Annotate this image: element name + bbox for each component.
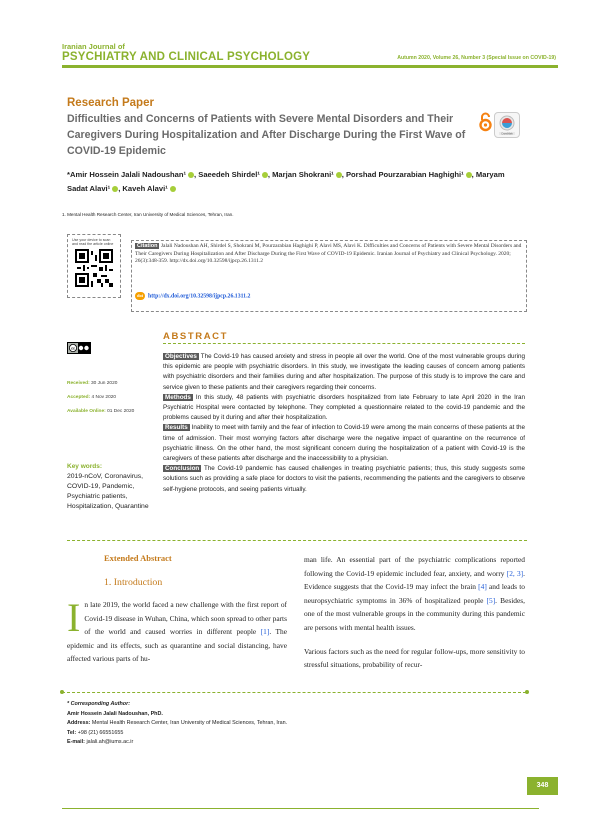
- doi-icon: doi: [136, 293, 143, 298]
- corresponding-tel: Tel: +98 (21) 66551655: [67, 729, 124, 736]
- keywords: [67, 462, 149, 512]
- col2-text: . Besides, one of the most vulnerable groups in the community during this pandemic are persons with mental health issues.: [304, 595, 525, 632]
- corresponding-email: E-mail: jalali.ah@iums.ac.ir: [67, 739, 134, 745]
- abstract-body: [163, 352, 525, 495]
- paper-type: Research Paper: [67, 97, 154, 109]
- abstract-results: [163, 423, 525, 464]
- crossmark-label: CrossMark: [501, 132, 513, 136]
- orcid-icon[interactable]: [170, 186, 176, 192]
- drop-cap: I: [67, 595, 81, 640]
- col1-text-end: . The epidemic and its effects, such as quarantine and social distancing, have affected various parts of hu-: [67, 627, 287, 664]
- corresponding-address: Address: Mental Health Research Center, Iran University of Medical Sciences, Tehran, Iran.: [67, 720, 288, 726]
- author[interactable]: Porshad Pourzarabian Haghighi¹: [345, 170, 464, 179]
- col2-text: and leads to neuropsychiatric symptoms in 36% of hospitalized people: [304, 582, 525, 605]
- author[interactable]: Kaveh Alavi¹: [122, 184, 168, 193]
- abstract-heading: ABSTRACT: [163, 331, 229, 342]
- reference-link[interactable]: [5]: [486, 595, 496, 605]
- online-date: [67, 409, 134, 414]
- affiliation: 1. Mental Health Research Center, Iran University of Medical Sciences, Tehran, Iran.: [62, 212, 234, 217]
- col2-text: . Evidence suggests that the Covid-19 may infect the brain: [304, 568, 525, 592]
- email-link[interactable]: jalali.ah@iums.ac.ir: [86, 739, 134, 745]
- abstract-conclusion: [163, 464, 525, 495]
- conclusion-text: The Covid-19 pandemic has caused challenges in treating psychiatric patients; thus, this study suggests some solutions such as providing a safe place for doctors to visit the patients, recommending the patients and the caregivers to observe self-hygiene protocols, and seeing patients virtually.: [163, 465, 526, 493]
- journal-name-line2: PSYCHIATRY AND CLINICAL PSYCHOLOGY: [62, 51, 311, 63]
- received-value: 30 Jun 2020: [91, 381, 118, 386]
- accepted-value: 4 Nov 2020: [91, 395, 117, 400]
- footer-rule: [62, 808, 539, 809]
- accepted-date: [67, 395, 116, 400]
- citation-text: [135, 243, 523, 266]
- body-column-left: [67, 595, 287, 666]
- journal-name-line1: Iranian Journal of: [62, 42, 125, 51]
- corresponding-rule: [62, 692, 526, 693]
- open-access-icon[interactable]: [478, 112, 493, 132]
- section-rule: [67, 540, 527, 541]
- col2-paragraph-2: Various factors such as the need for regular follow-ups, more sensitivity to stressful situations, probability of recur-: [304, 646, 525, 670]
- col2-text: man life. An essential part of the psychiatric complications reported following the Covid-19 epidemic included fear, anxiety, and worry: [304, 555, 525, 578]
- page-number: 348: [527, 777, 558, 795]
- reference-link[interactable]: [2, 3]: [506, 568, 524, 578]
- svg-text:cc: cc: [71, 346, 75, 351]
- conclusion-label: Conclusion: [165, 465, 200, 473]
- abstract-objectives: [163, 352, 525, 393]
- objectives-text: The Covid-19 has caused anxiety and stress in people all over the world. One of the most vulnerable groups during this epidemic are people with psychiatric disorders. In this study, we investigate the leading causes of concern among patients with psychiatric disorders and their families during and after hospitalization. The purpose of this study is to improve the care and service given to these patients and their caregivers regarding their concerns.: [163, 353, 526, 391]
- orcid-icon[interactable]: [466, 172, 472, 178]
- online-value: 01 Dec 2020: [107, 409, 135, 414]
- col1-text: n late 2019, the world faced a new challenge with the first report of Covid-19 disease in Wuhan, China, which soon spread to other parts of the world and caused worries in different people: [84, 600, 287, 637]
- keywords-text: 2019-nCoV, Coronavirus, COVID-19, Pandemic, Psychiatric patients, Hospitalization, Quarantine: [67, 473, 149, 510]
- doi-link[interactable]: [135, 292, 250, 300]
- qr-panel: [67, 234, 121, 298]
- orcid-icon[interactable]: [112, 186, 118, 192]
- abstract-rule: [163, 343, 525, 344]
- keywords-label: Key words:: [67, 463, 103, 470]
- paper-title: Difficulties and Concerns of Patients with Severe Mental Disorders and Their Caregivers During Hospitalization and After Discharge During the First Wave of COVID-19 Epidemic: [67, 113, 466, 157]
- objectives-label: Objectives: [165, 353, 197, 360]
- reference-link[interactable]: [1]: [260, 627, 270, 637]
- orcid-icon[interactable]: [188, 172, 194, 178]
- author[interactable]: Saeedeh Shirdel¹: [198, 170, 260, 179]
- online-label: Available Online:: [67, 409, 106, 414]
- accepted-label: Accepted:: [67, 395, 91, 400]
- body-column-right: [304, 553, 525, 682]
- doi-url[interactable]: http://dx.doi.org/10.32598/ijpcp.26.1311.2: [148, 293, 251, 300]
- citation-box: [131, 240, 527, 312]
- received-date: [67, 381, 117, 386]
- citation-label: Citation: [137, 243, 158, 249]
- methods-label: Methods: [165, 393, 191, 401]
- issue-info: Autumn 2020, Volume 26, Number 3 (Special Issue on COVID-19): [397, 55, 556, 61]
- author[interactable]: Marjan Shokrani¹: [272, 170, 334, 179]
- corresponding-author-block: [67, 700, 507, 748]
- corresponding-name: Amir Hossein Jalali Nadoushan, PhD.: [67, 710, 163, 717]
- author-list: *Amir Hossein Jalali Nadoushan¹ , Saeedeh Shirdel¹ , Marjan Shokrani¹ , Porshad Pourzarabian Haghighi¹ , Maryam Sadat Alavi¹ , Kaveh Alavi¹: [67, 170, 505, 193]
- extended-abstract-heading: Extended Abstract: [104, 553, 172, 563]
- reference-link[interactable]: [4]: [478, 582, 487, 592]
- crossmark-icon[interactable]: [494, 112, 520, 138]
- orcid-icon[interactable]: [336, 172, 342, 178]
- qr-code-icon[interactable]: [75, 249, 113, 287]
- results-label: Results: [165, 424, 188, 432]
- orcid-icon[interactable]: [262, 172, 268, 178]
- col2-paragraph-1: [304, 553, 525, 635]
- cc-license-icon[interactable]: [67, 342, 91, 354]
- header-rule: [62, 65, 558, 68]
- introduction-heading: 1. Introduction: [104, 577, 163, 588]
- rule-dot-right: [525, 690, 529, 694]
- methods-text: In this study, 48 patients with psychiatric disorders hospitalized from late February to late April 2020 in the Iran Psychiatric Hospital were contacted by telephone. They completed a questionnaire related to the covid-19 pandemic and the problems caused by it during and after their hospitalization.: [163, 393, 526, 422]
- corresponding-heading: * Corresponding Author:: [67, 701, 130, 707]
- author[interactable]: *Amir Hossein Jalali Nadoushan¹: [67, 170, 187, 179]
- results-text: Inability to meet with family and the fear of infection to Covid-19 were among the main concerns of these patients at the time of admission. Their most worrying factors after discharge were the negative impact of quarantine on the recurrence of psychiatric illness. On the other hand, the most significant concern during the hospitalization of a patient with Covid-19 is the caregivers of these patients after discharge and the inaccessibility to a physician.: [163, 424, 525, 463]
- author[interactable]: Maryam Sadat Alavi¹: [67, 170, 505, 193]
- abstract-methods: [163, 393, 525, 424]
- qr-caption: Use your device to scan and read the article online: [72, 238, 114, 247]
- received-label: Received:: [67, 381, 90, 386]
- citation-body: Jalali Nadoushan AH, Shirdel S, Shokrani M, Pourzarabian Haghighi P, Alavi MS, Alavi K. Difficulties and Concerns of Patients with Severe Mental Disorders and Their Caregivers During Hospitalization and After Discharge During the First Wave of COVID-19 Epidemic. Iranian Journal of Psychiatry and Clinical Psychology. 2020; 26(3):348-359. http://dx.doi.org/10.32598/ijpcp.26.1311.2: [135, 243, 522, 265]
